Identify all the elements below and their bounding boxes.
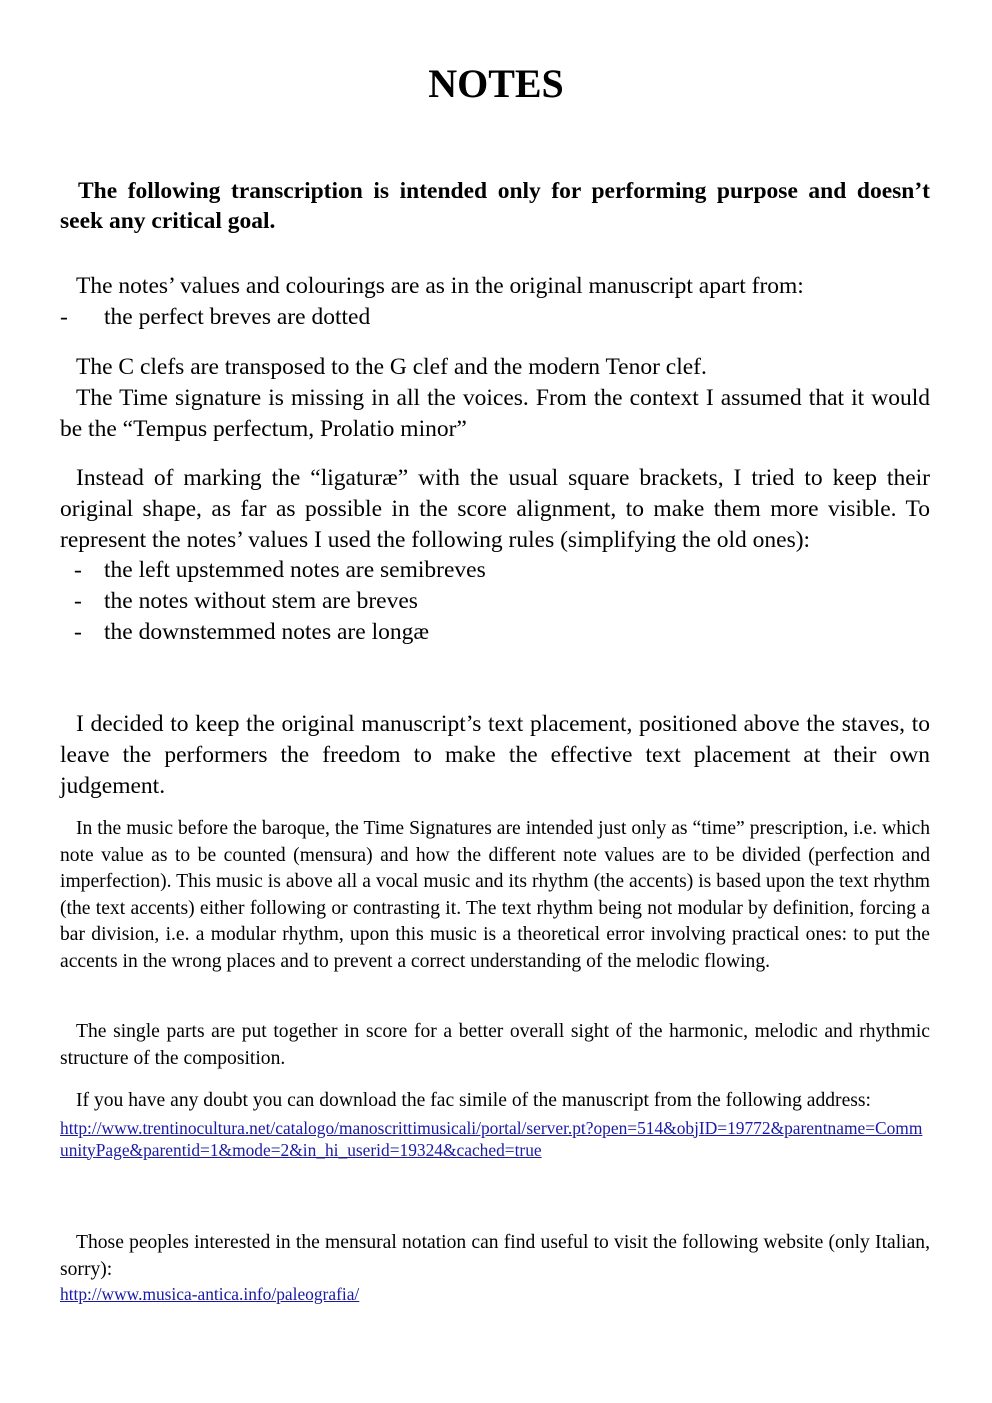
list-item-text: the downstemmed notes are longæ xyxy=(104,618,430,645)
intro-statement: The following transcription is intended only for performing purpose and doesn’t seek any critical goal. xyxy=(60,178,930,234)
text-placement-section xyxy=(60,709,930,801)
download-section xyxy=(60,1088,930,1161)
note-values-section xyxy=(60,271,930,333)
clefs-line: The C clefs are transposed to the G clef and the modern Tenor clef. xyxy=(76,354,707,380)
list-item xyxy=(60,617,930,648)
page-title: NOTES xyxy=(428,61,564,106)
list-item xyxy=(60,586,930,617)
clefs-section xyxy=(60,352,930,444)
list-dash: - xyxy=(74,588,82,615)
ligature-section xyxy=(60,463,930,648)
list-item xyxy=(60,555,930,586)
list-item xyxy=(60,302,930,333)
score-paragraph: The single parts are put together in score for a better overall sight of the harmonic, melodic and rhythmic structure of the composition. xyxy=(60,1021,930,1069)
note-values-intro: The notes’ values and colourings are as in the original manuscript apart from: xyxy=(76,273,804,299)
mensural-section xyxy=(60,1230,930,1305)
list-dash: - xyxy=(60,303,68,330)
paleografia-link[interactable]: http://www.musica-antica.info/paleografia/ xyxy=(60,1284,360,1305)
manuscript-link[interactable]: http://www.trentinocultura.net/catalogo/manoscrittimusicali/portal/server.pt?open=514&objID=19772&parentname=CommunityPage&parentid=1&mode=2&in_hi_userid=19324&cached=true xyxy=(60,1117,923,1160)
list-dash: - xyxy=(74,557,82,584)
mensural-paragraph: Those peoples interested in the mensural notation can find useful to visit the following website (only Italian, sorry): xyxy=(60,1232,930,1280)
list-dash: - xyxy=(74,618,82,645)
list-item-text: the perfect breves are dotted xyxy=(104,303,371,330)
baroque-paragraph: In the music before the baroque, the Time Signatures are intended just only as “time” prescription, i.e. which note value as to be counted (mensura) and how the different note values are to be divided (perfection and imperfection). This music is above all a vocal music and its rhythm (the accents) is based upon the text rhythm (the text accents) either following or contrasting it. The text rhythm being not modular by definition, forcing a bar division, i.e. a modular rhythm, upon this music is a theoretical error involving practical ones: to put the accents in the wrong places and to prevent a correct understanding of the melodic flowing. xyxy=(60,818,930,972)
list-item-text: the notes without stem are breves xyxy=(104,588,418,615)
text-placement-paragraph: I decided to keep the original manuscript’s text placement, positioned above the staves, to leave the performers the freedom to make the effective text placement at their own judgement. xyxy=(60,711,930,799)
time-signature-paragraph: The Time signature is missing in all the voices. From the context I assumed that it would be the “Tempus perfectum, Prolatio minor” xyxy=(60,384,930,442)
time-signature-explanation-section xyxy=(60,816,930,976)
download-paragraph: If you have any doubt you can download the fac simile of the manuscript from the following address: xyxy=(76,1090,871,1111)
list-item-text: the left upstemmed notes are semibreves xyxy=(104,557,486,584)
score-section xyxy=(60,1019,930,1072)
ligature-paragraph: Instead of marking the “ligaturæ” with the usual square brackets, I tried to keep their original shape, as far as possible in the score alignment, to make them more visible. To represent the notes’ values I used the following rules (simplifying the old ones): xyxy=(60,465,930,553)
